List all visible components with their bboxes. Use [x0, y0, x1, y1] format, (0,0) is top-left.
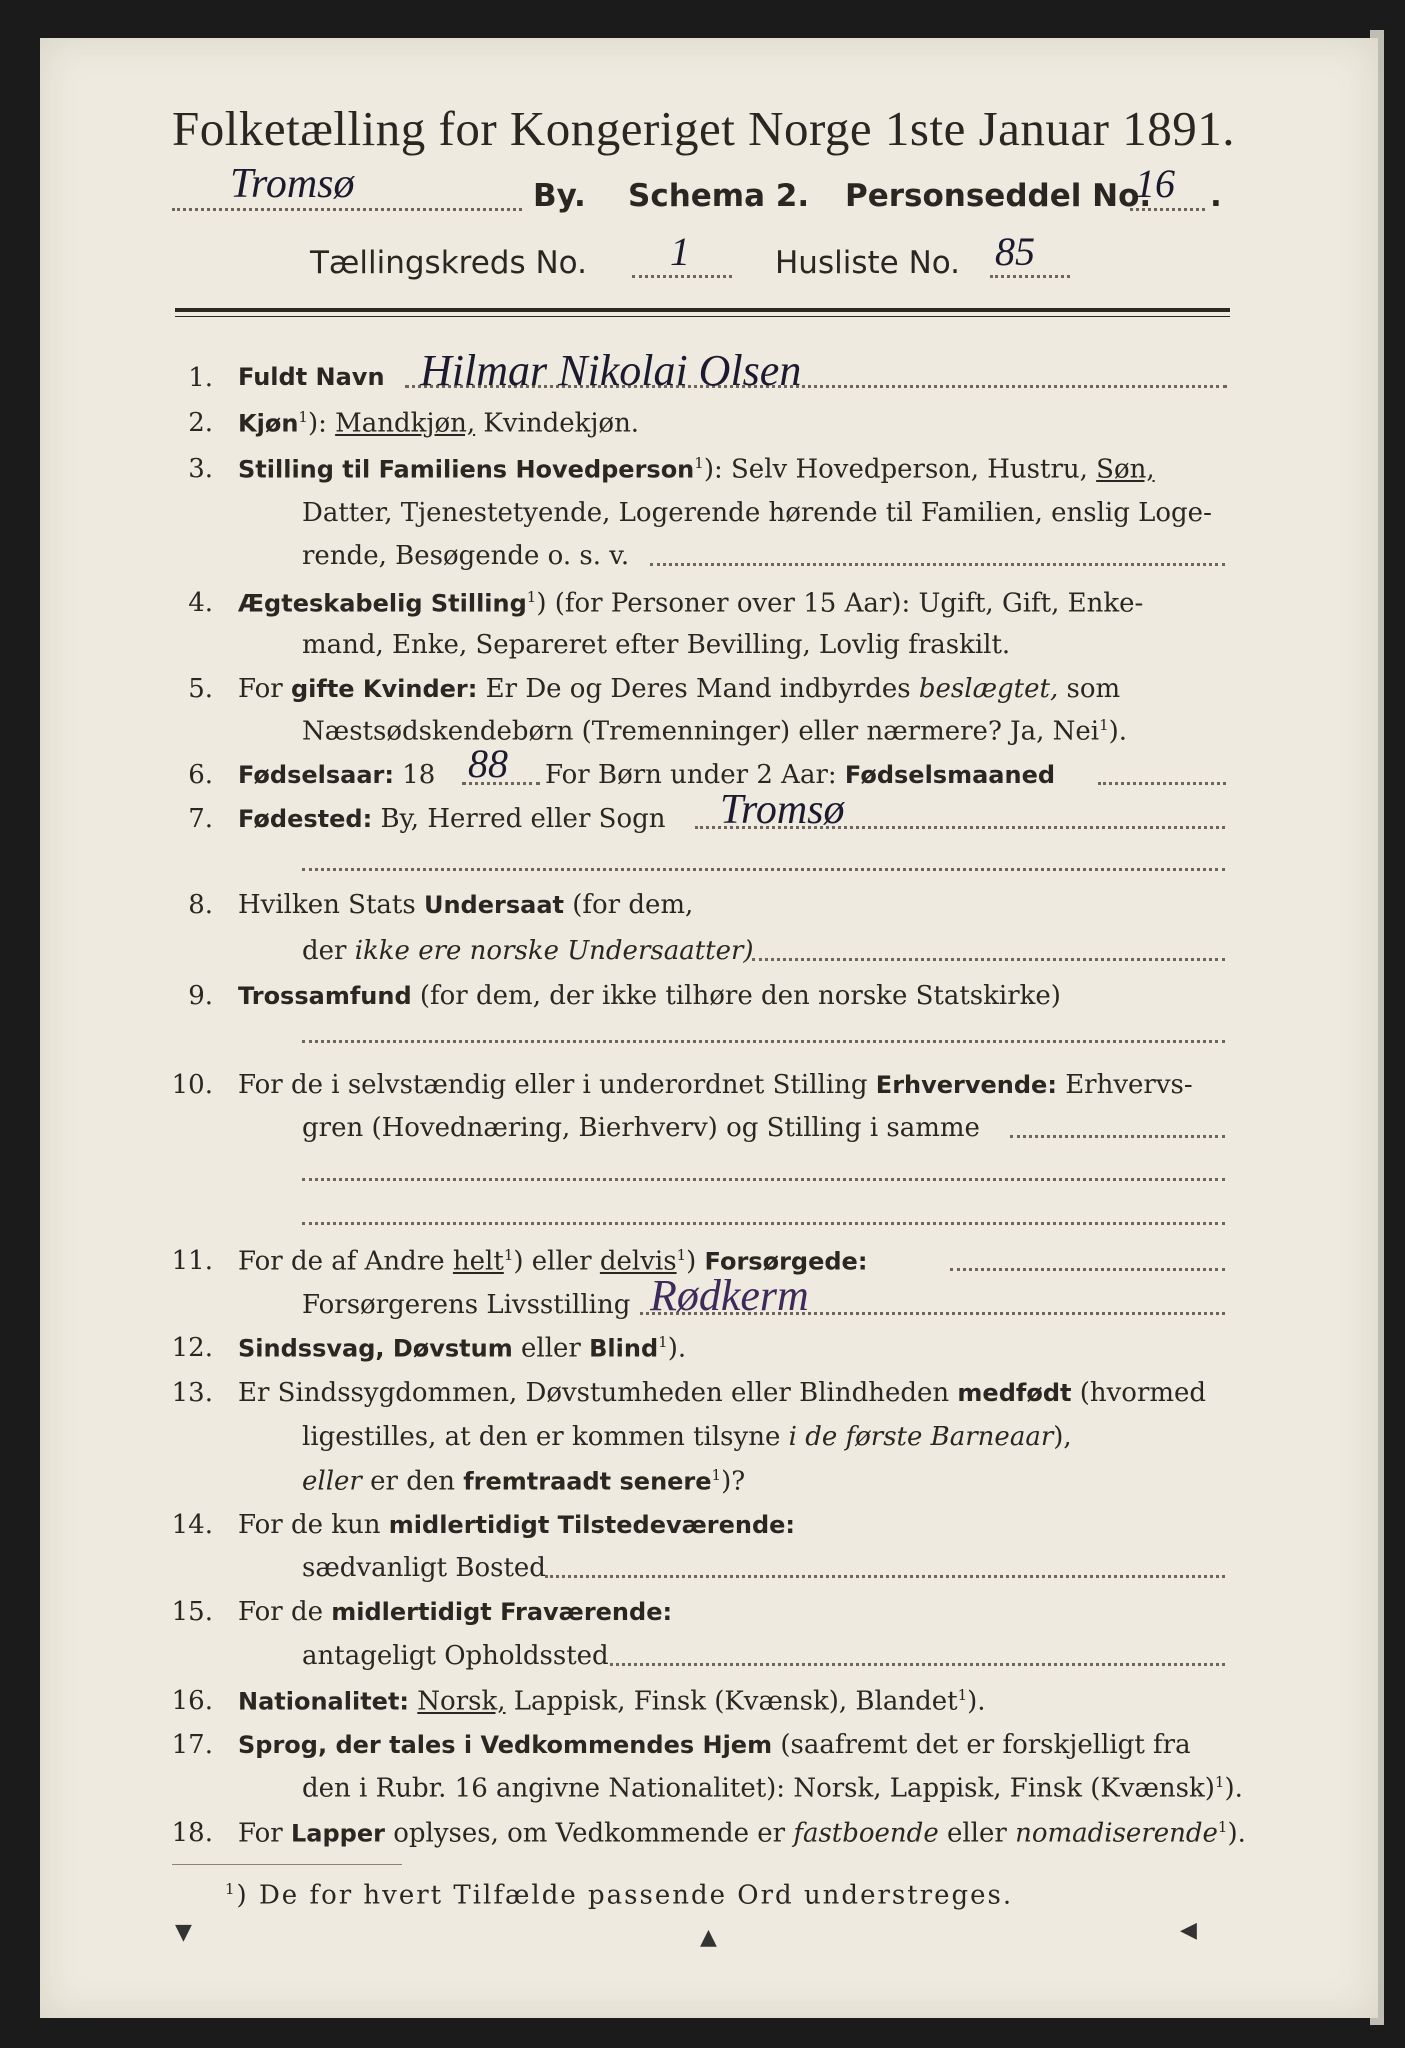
place-handwritten: Tromsø [230, 161, 355, 207]
item-label-fodselsmaaned: Fødselsmaaned [844, 761, 1056, 789]
item-8-dotted-line [752, 958, 1225, 961]
item-7-line [238, 806, 666, 832]
item-11-line-2: Forsørgerens Livsstilling [302, 1290, 631, 1320]
item-17-line-1 [238, 1732, 1191, 1758]
item-9-dotted-line [302, 1040, 1225, 1043]
personseddel-number: 16 [1135, 161, 1175, 206]
item-14-line-2: sædvanligt Bosted [302, 1553, 546, 1583]
item-number: 16. [171, 1686, 213, 1716]
item-8-line-2 [302, 938, 754, 964]
item-number: 5. [188, 674, 213, 704]
item-8-der: der [302, 936, 355, 966]
item-10-pre: For de i selvstændig eller i underordnet Stilling [238, 1070, 876, 1100]
item-17-line-2-text: den i Rubr. 16 angivne Nationalitet): Norsk, Lappisk, Finsk (Kvænsk) [302, 1773, 1215, 1804]
item-number: 9. [188, 981, 213, 1011]
footnote-rule [172, 1864, 402, 1865]
item-3-text-a: ): Selv Hovedperson, Hustru, [703, 454, 1097, 485]
item-label-aegteskabelig: Ægteskabelig Stilling [238, 589, 527, 618]
item-number: 15. [171, 1597, 213, 1627]
item-6-line-b [545, 762, 1055, 788]
item-2-text: Kjøn$^1$): Mandkjøn, Kvindekjøn. [238, 408, 640, 439]
item-number: 2. [188, 408, 213, 438]
item-label-gifte-kvinder: gifte Kvinder: [290, 675, 478, 703]
item-5-line-1 [238, 676, 1120, 702]
option-helt: helt [452, 1246, 504, 1277]
item-13-text-b: (hvormed [1071, 1378, 1207, 1408]
item-18-line: For Lapper oplyses, om Vedkommende er fastboende eller nomadiserende$^1$). [238, 1818, 1246, 1849]
provider-occupation-handwritten: Rødkerm [650, 1271, 809, 1320]
item-4-line-1: Ægteskabelig Stilling$^1$) (for Personer over 15 Aar): Ugift, Gift, Enke- [238, 588, 1144, 619]
footnote [225, 1880, 1013, 1911]
personseddel-period: . [1210, 178, 1222, 214]
item-label-fodested: Fødested: [238, 805, 373, 833]
item-13-line-2 [302, 1424, 1072, 1450]
item-label-fravaerende: midlertidigt Fraværende: [331, 1598, 673, 1626]
item-label-nationalitet: Nationalitet: [238, 1687, 410, 1716]
item-number: 17. [171, 1730, 213, 1760]
item-12-end: ). [667, 1333, 687, 1364]
item-8-italic: ikke ere norske Undersaatter) [354, 936, 754, 966]
census-form-sheet [40, 38, 1378, 2018]
personseddel-dotted-line [1130, 208, 1205, 211]
item-label-lapper: Lapper [290, 1819, 385, 1848]
item-3-line-1: Stilling til Familiens Hovedperson$^1$): Selv Hovedperson, Hustru, Søn, [238, 454, 1155, 485]
item-17-text: (saafremt det er forskjelligt fra [772, 1730, 1191, 1760]
item-number: 8. [188, 890, 213, 920]
item-number: 7. [188, 804, 213, 834]
item-label-erhvervende: Erhvervende: [875, 1071, 1057, 1099]
option-delvis: delvis [599, 1246, 677, 1277]
item-7-second-dotted-line [302, 868, 1225, 871]
item-10-text: Erhvervs- [1056, 1070, 1193, 1100]
item-9-text: (for dem, der ikke tilhøre den norske Statskirke) [411, 981, 1061, 1011]
item-15-dotted-line [610, 1663, 1225, 1666]
item-5-pre: For [238, 674, 291, 704]
item-number: 4. [188, 588, 213, 618]
item-8-line-1 [238, 892, 693, 918]
item-2-punct: ): [307, 408, 327, 439]
item-14-pre: For de kun [238, 1510, 389, 1540]
item-number: 1. [188, 363, 213, 393]
schema-label: Schema 2. [628, 178, 810, 214]
item-number: 12. [171, 1333, 213, 1363]
form-title: Folketælling for Kongeriget Norge 1ste Januar 1891. [172, 101, 1235, 156]
item-number: 11. [171, 1246, 213, 1276]
item-18-end: ). [1227, 1818, 1246, 1849]
tellingskreds-number: 1 [670, 229, 690, 274]
item-label-sindssvag: Sindssvag, Døvstum [238, 1334, 513, 1363]
item-17-line-2: den i Rubr. 16 angivne Nationalitet): Norsk, Lappisk, Finsk (Kvænsk)$^1$). [302, 1773, 1243, 1804]
item-number: 14. [171, 1510, 213, 1540]
birthplace-handwritten: Tromsø [720, 787, 845, 833]
item-13-end: )? [721, 1466, 746, 1497]
item-10-dotted-line-1 [1010, 1135, 1225, 1138]
item-15-line-1 [238, 1599, 672, 1625]
item-11-pre: For de af Andre [238, 1246, 453, 1277]
footnote-marker: 1 [225, 1880, 237, 1898]
item-3-line-3: rende, Besøgende o. s. v. [302, 541, 630, 571]
item-label-fuldt-navn: Fuldt Navn [238, 363, 385, 391]
item-number: 10. [171, 1070, 213, 1100]
item-label-tilstedevaerende: midlertidigt Tilstedeværende: [388, 1511, 796, 1539]
item-number: 13. [171, 1378, 213, 1408]
item-label-trossamfund: Trossamfund [238, 982, 412, 1010]
item-8-text: (for dem, [563, 890, 694, 920]
option-kvindekjon: Kvindekjøn. [475, 408, 640, 439]
item-3-line-2: Datter, Tjenestetyende, Logerende hørende til Familien, enslig Loge- [302, 498, 1212, 528]
tellingskreds-dotted-line [632, 275, 732, 278]
item-11-mid: ) eller [513, 1246, 600, 1277]
item-5-text-b: som [1058, 674, 1121, 704]
personseddel-label: Personseddel No. [845, 178, 1152, 214]
item-11-dotted-line-1 [950, 1268, 1225, 1271]
item-13-line-3: eller er den fremtraadt senere$^1$)? [302, 1466, 746, 1497]
option-mandkjon-selected: Mandkjøn, [335, 408, 476, 439]
item-12-text: eller [512, 1333, 590, 1364]
item-16-text: Lappisk, Finsk (Kvænsk), Blandet [505, 1686, 958, 1717]
registration-mark-center: ▲ [700, 1925, 717, 1950]
item-label-kjon: Kjøn [238, 409, 299, 438]
item-4-text-a: ) (for Personer over 15 Aar): Ugift, Gift, Enke- [536, 588, 1144, 619]
item-18-nomadiserende: nomadiserende [1015, 1818, 1218, 1849]
item-label-stilling: Stilling til Familiens Hovedperson [238, 455, 695, 484]
item-18-text: oplyses, om Vedkommende er [384, 1818, 794, 1849]
item-6-mid: For Børn under 2 Aar: [545, 760, 845, 790]
item-10-dotted-line-3 [302, 1222, 1225, 1225]
husliste-label: Husliste No. [775, 245, 961, 281]
option-son-selected: Søn, [1096, 454, 1155, 485]
item-label-sprog: Sprog, der tales i Vedkommendes Hjem [238, 1731, 773, 1759]
item-15-pre: For de [238, 1597, 332, 1627]
by-label: By. [533, 178, 586, 214]
item-label-fremtraadt-senere: fremtraadt senere [463, 1467, 712, 1496]
item-13-line-3a: er den [361, 1466, 464, 1497]
item-12-line: Sindssvag, Døvstum eller Blind$^1$). [238, 1333, 687, 1364]
item-13-italic: i de første Barneaar [788, 1422, 1054, 1452]
item-label-blind: Blind [589, 1334, 659, 1363]
item-8-pre: Hvilken Stats [238, 890, 424, 920]
item-13-line-2a: ligestilles, at den er kommen tilsyne [302, 1422, 789, 1452]
item-14-dotted-line [545, 1575, 1225, 1578]
footnote-text: ) De for hvert Tilfælde passende Ord understreges. [236, 1880, 1014, 1911]
item-label-undersaat: Undersaat [423, 891, 564, 919]
item-5-question: Næstsødskendebørn (Tremenninger) eller nærmere? Ja, Nei [302, 716, 1100, 747]
item-18-pre: For [238, 1818, 291, 1849]
item-5-italic: beslægtet, [918, 674, 1059, 704]
item-6-line [238, 762, 435, 788]
item-10-dotted-line-2 [302, 1178, 1225, 1181]
item-4-line-2: mand, Enke, Separeret efter Bevilling, Lovlig fraskilt. [302, 630, 1011, 660]
item-number: 18. [171, 1818, 213, 1848]
header-rule-thin [175, 316, 1230, 317]
item-13-line-2b: ), [1053, 1422, 1072, 1452]
registration-mark-left: ▼ [175, 1920, 192, 1945]
item-label-medfodt: medfødt [957, 1379, 1072, 1407]
item-10-line-1 [238, 1072, 1193, 1098]
item-16-end: ). [967, 1686, 986, 1717]
item-5-text-a: Er De og Deres Mand indbyrdes [477, 674, 919, 704]
birth-year-dotted-line [462, 782, 540, 785]
option-norsk-selected: Norsk, [417, 1686, 506, 1717]
husliste-number: 85 [995, 229, 1035, 274]
item-14-line-1 [238, 1512, 795, 1538]
item-11-mid2: ) [686, 1246, 705, 1277]
item-13-line-1 [238, 1380, 1206, 1406]
item-11-line-1: For de af Andre helt$^1$) eller delvis$^1$) Forsørgede: [238, 1246, 868, 1277]
year-prefix: 18 [394, 760, 436, 790]
full-name-handwritten: Hilmar Nikolai Olsen [420, 346, 802, 395]
item-label-fodselsaar: Fødselsaar: [238, 761, 394, 789]
item-15-line-2: antageligt Opholdssted [302, 1641, 609, 1671]
item-18-fastboende: fastboende [793, 1818, 939, 1849]
item-label-forsorgede: Forsørgede: [704, 1247, 868, 1276]
item-13-eller: eller [302, 1466, 362, 1497]
registration-mark-right: ◀ [1180, 1918, 1197, 1943]
item-18-eller: eller [938, 1818, 1016, 1849]
item-9-line [238, 983, 1061, 1009]
tellingskreds-label: Tællingskreds No. [310, 245, 587, 281]
husliste-dotted-line [990, 275, 1070, 278]
item-13-text-a: Er Sindssygdommen, Døvstumheden eller Blindheden [238, 1378, 958, 1408]
item-3-dotted-line [650, 563, 1225, 566]
header-rule-thick [175, 308, 1230, 312]
place-dotted-line [172, 208, 522, 211]
item-10-line-2: gren (Hovednæring, Bierhverv) og Stilling i samme [302, 1113, 980, 1143]
item-7-text: By, Herred eller Sogn [372, 804, 666, 834]
birth-year-handwritten: 88 [468, 741, 508, 786]
item-16-line: Nationalitet: Norsk, Lappisk, Finsk (Kvænsk), Blandet$^1$). [238, 1686, 986, 1717]
item-5-line-2: Næstsødskendebørn (Tremenninger) eller nærmere? Ja, Nei$^1$). [302, 716, 1128, 747]
birth-month-dotted-line [1098, 782, 1226, 785]
item-number: 3. [188, 454, 213, 484]
item-number: 6. [188, 760, 213, 790]
